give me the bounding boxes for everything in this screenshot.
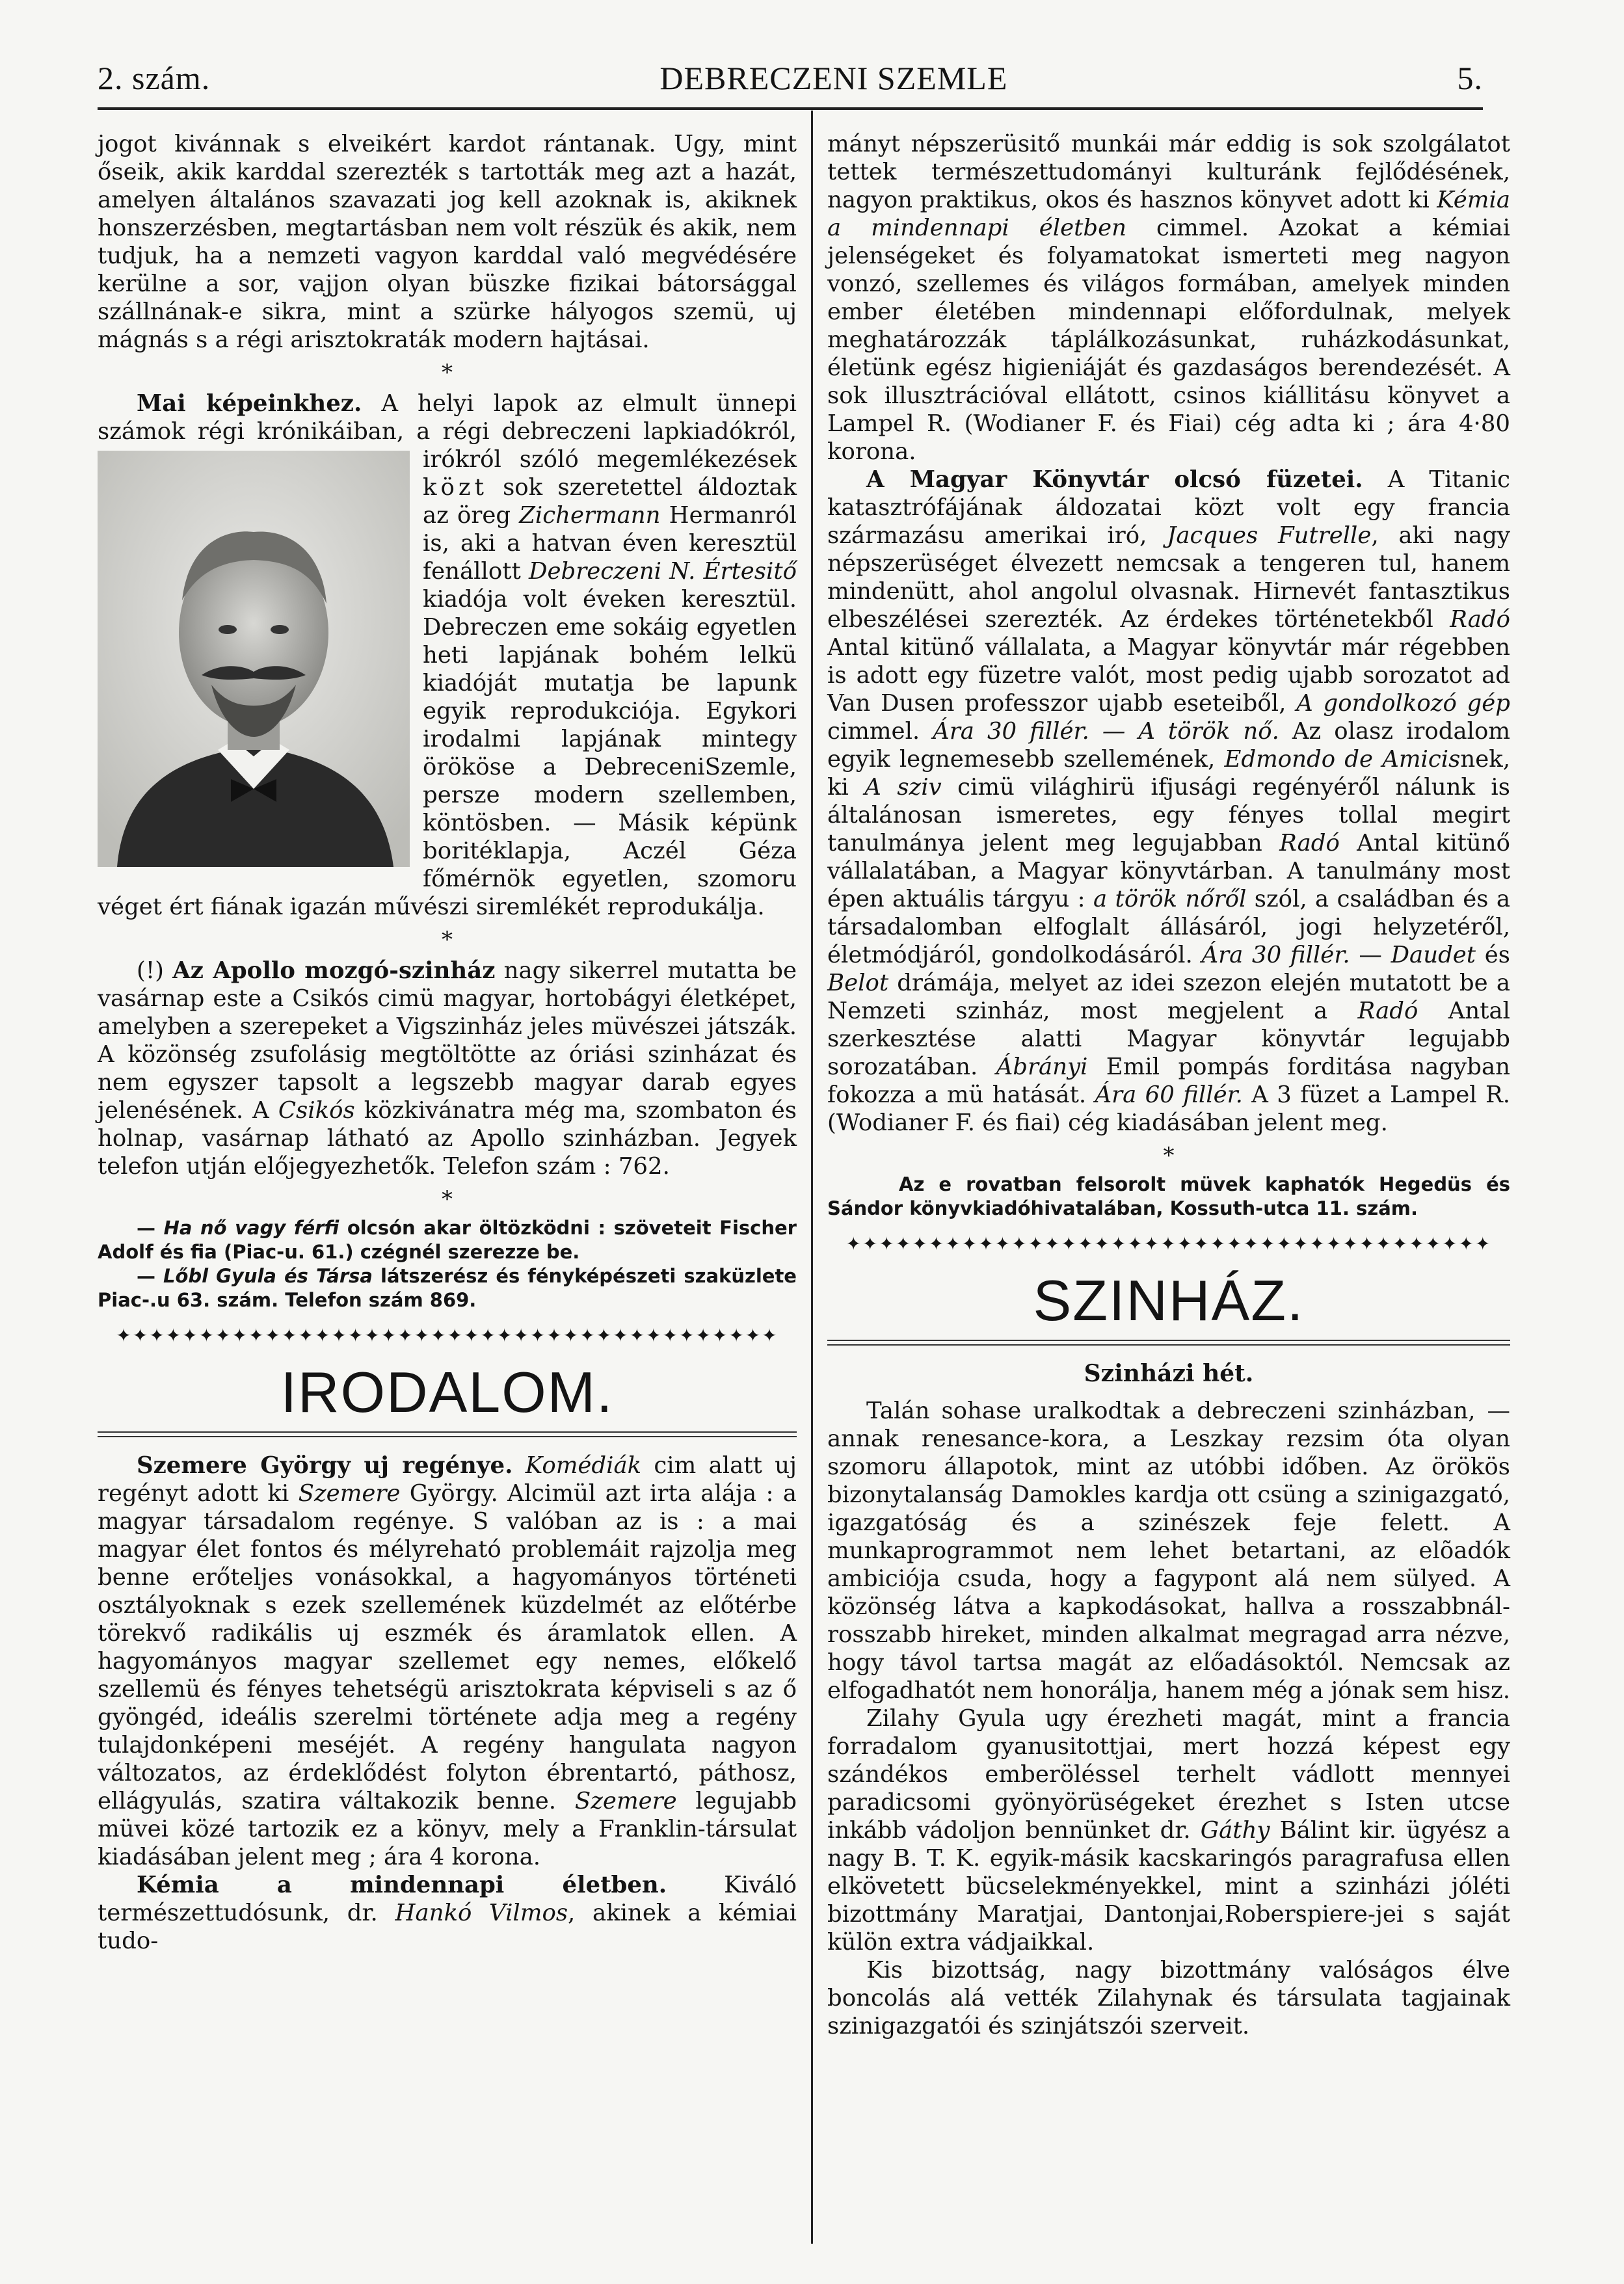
journal-title: DEBRECZENI SZEMLE: [659, 60, 1008, 96]
separator-star: *: [1163, 1143, 1175, 1169]
separator-star: *: [442, 927, 453, 953]
politics-paragraph: jogot kivánnak s elveikért kardot rántanak. Ugy, mint őseik, akik karddal szerezték s tartották meg azt a hazát, amelyen általános szavazati jog kell azoknak is, akiknek honszerzésben, megtartásban nem volt részük és akik, nem tudjuk, ha a nemzeti vagyon karddal való megvédésére kerülne a sor, vajjon olyan büszke fizikai bátorsággal szállnának-e sikra, mint a szürke hályogos szemü, uj mágnás s a régi arisztokraták modern hajtásai.: [98, 131, 797, 353]
header-rule: [98, 107, 1483, 110]
subheading-szinhazi-het: Szinházi hét.: [1084, 1360, 1254, 1387]
section-title-irodalom: IRODALOM.: [280, 1360, 614, 1424]
section-rule: [827, 1340, 1510, 1346]
portrait-image: [98, 451, 410, 867]
portrait-photo: [98, 451, 410, 867]
availability-note: Az e rovatban felsorolt müvek kaphatók Hegedüs és Sándor könyvkiadóhivatalában, Kossuth-utca 11. szám.: [827, 1173, 1510, 1219]
separator-star: *: [442, 360, 453, 386]
apollo-article: (!) Az Apollo mozgó-szinház nagy sikerrel mutatta be vasárnap este a Csikós cimü magyar, hortobágyi életképet, amelyben a szerepeket a Vigszinház jeles müvészei játszák. A közönség zsufolásig megtöltötte az óriási szinházat és nem egyszer tapsolt a legszebb magyar darab egyes jelenésének. A Csikós közkivánatra még ma, szombaton és holnap, vasárnap látható az Apollo szinházban. Jegyek telefon utján előjegyezhetők. Telefon szám : 762.: [98, 957, 797, 1180]
szemere-article: Szemere György uj regénye. Komédiák cim alatt uj regényt adott ki Szemere György. Alcimül azt irta alája : a magyar társadalom regénye. S valóban az is : a mai magyar élet fontos és mélyreható problemáit rajzolja meg benne erőteljes vonásokkal, a hagyományos történeti osztályoknak s ezek szellemének küzdelmét az előtérbe törekvő radikális uj eszmék és áramlatok ellen. A hagyományos magyar szellemet egy nemes, előkelő szellemü és fényes tehetségü arisztokrata képviseli s az ő gyöngéd, ideális szerelmi története adja meg a regény tulajdonképeni meséjét. A regény hangulata nagyon változatos, az érdeklődést folyton ébrentartó, páthosz, ellágyulás, szatira váltakozik benne. Szemere legujabb müvei közé tartozik ez a könyv, mely a Franklin-társulat kiadásában jelent meg ; ára 4 korona.: [98, 1452, 797, 1870]
theater-paragraph-2: Zilahy Gyula ugy érezheti magát, mint a francia forradalom gyanusitottjai, mert hozzá képest egy szándékos emberöléssel terhelt vádlott mennyei paradicsomi gyönyörüségeket érezhet s Isten utcse inkább vádoljon bennünket dr. Gáthy Bálint kir. ügyész a nagy B. T. K. egyik-másik kacskaringós paragrafusa ellen elkövetett bücselekményekkel, mint a szinházi jóléti bizottmány Maratjai, Dantonjai,Roberspiere-jei s saját külön extra vádjaikkal.: [827, 1705, 1511, 1956]
article-lead: Kémia a mindennapi életben.: [137, 1872, 667, 1898]
section-rule: [98, 1431, 797, 1437]
theater-paragraph-3: Kis bizottság, nagy bizottmány valóságos élve boncolás alá vették Zilahynak és társulata tagjainak szinigazgatói és szinjátszói szerveit.: [827, 1957, 1510, 2039]
column-divider: [811, 111, 813, 2244]
article-lead: A Magyar Könyvtár olcsó füzetei.: [866, 466, 1363, 493]
page-header: [98, 52, 1483, 104]
kemia-article-continued: mányt népszerüsitő munkái már eddig is sok szolgálatot tettek természettudományi kulturánk fejlődésének, nagyon praktikus, okos és hasznos könyvet adott ki Kémia a mindennapi életben cimmel. Azokat a kémiai jelenségeket és folyamatokat ismerteti meg nagyon vonzó, szellemes és világos formában, amelyek minden ember életében mindennapi előfordulnak, melyek meghatározzák táplálkozásunkat, ruházkodásunkat, életünk egész higieniáját és gazdaságos berendezését. A sok illusztrációval ellátott, csinos kiállitásu könyvet a Lampel R. (Wodianer F. és Fiai) cég adta ki ; ára 4·80 korona.: [827, 131, 1510, 465]
advert-fischer: — Ha nő vagy férfi olcsón akar öltözködni : szöveteit Fischer Adolf és fia (Piac-u. 61.) czégnél szerezze be.: [98, 1217, 797, 1263]
advert-lobl: — Lőbl Gyula és Társa látszerész és fényképészeti szaküzlete Piac-.u 63. szám. Telefon szám 869.: [98, 1265, 797, 1311]
mai-kepeinkhez-article: Mai képeinkhez. A helyi lapok az elmult ünnepi számok régi krónikáiban, a régi debreczeni lapkiadókról, irókról szóló megemlékezések közt sok szeretettel áldoztak az öreg Zichermann Hermanról is, aki a hatvan éven keresztül fenállott Debreczeni N. Értesitő kiadója volt éveken keresztül. Debreczen eme sokáig egyetlen heti lapjának bohém lelkü kiadóját mutatja be lapunk egyik reprodukciója. Egykori irodalmi lapjának mintegy örököse a DebreceniSzemle, persze modern szellemben, köntösben. — Másik képünk boritéklapja, Aczél Géza főmérnök egyetlen, szomoru véget ért fiának igazán művészi siremlékét reprodukálja.: [98, 390, 797, 920]
ornament-rule: ✦✦✦✦✦✦✦✦✦✦✦✦✦✦✦✦✦✦✦✦✦✦✦✦✦✦✦✦✦✦✦✦✦✦✦✦✦✦✦: [845, 1233, 1492, 1255]
article-lead: Szemere György uj regénye.: [137, 1452, 513, 1479]
theater-paragraph-1: Talán sohase uralkodtak a debreczeni szinházban, — annak renesance-kora, a Leszkay rezsim óta olyan szomoru állapotok, mint az utóbbi időben. Az örökös bizonytalanság Damokles kardja ott csüng a szinigazgató, igazgatóság és a szinészek feje felett. A munkaprogrammot nem lehet betartani, az elõadók ambiciója csuda, hogy a fagypont alá nem sülyed. A közönség látva a kapkodásokat, hallva a rosszabbnál-rosszabb hireket, minden alkalmat megragad arra nézve, hogy távol tartsa magát az előadásoktól. Nemcsak az elfogadhatót nem honorálja, hanem még a jónak sem hisz.: [827, 1398, 1511, 1704]
konyvtar-article: A Magyar Könyvtár olcsó füzetei. A Titanic katasztrófájának áldozatai közt volt egy francia származásu amerikai iró, Jacques Futrelle, aki nagy népszerüséget élvezett nemcsak a tengeren tul, hanem mindenütt, ahol angolul olvasnak. Hirnevét fantasztikus elbeszélései szerezték. Az érdekes történetekből Radó Antal kitünő vállalata, a Magyar könyvtár már régebben is adott egy füzetre valót, most pedig ujabb sorozatot ad Van Dusen professzor ujabb eseteiből, A gondolkozó gép cimmel. Ára 30 fillér. — A török nő. Az olasz irodalom egyik legnemesebb szellemének, Edmondo de Amicisnek, ki A sziv cimü világhirü ifjusági regényéről nálunk is általánosan ismeretes, egy fényes tollal megirt tanulmánya jelent meg legujabban Radó Antal kitünő vállalatában, a Magyar könyvtárban. A tanulmány most épen aktuális tárgyu : a török nőről szól, a családban és a társadalomban elfoglalt állásáról, jogi helyzetéről, életmódjáról, gondolkodásáról. Ára 30 fillér. — Daudet és Belot drámája, melyet az idei szezon elején mutatott be a Nemzeti szinház, most megjelent a Radó Antal szerkesztése alatti Magyar könyvtár legujabb sorozatában. Ábrányi Emil pompás forditása nagyban fokozza a mü hatását. Ára 60 fillér. A 3 füzet a Lampel R. (Wodianer F. és fiai) cég kiadásában jelent meg.: [827, 466, 1511, 1136]
kemia-article: Kémia a mindennapi életben. Kiváló természettudósunk, dr. Hankó Vilmos, akinek a kémiai tudo-: [98, 1872, 797, 1954]
right-column: [827, 130, 1510, 2040]
ornament-rule: ✦✦✦✦✦✦✦✦✦✦✦✦✦✦✦✦✦✦✦✦✦✦✦✦✦✦✦✦✦✦✦✦✦✦✦✦✦✦✦✦: [116, 1325, 779, 1346]
article-lead: Az Apollo mozgó-szinház: [172, 957, 496, 984]
issue-number: 2. szám.: [98, 60, 211, 96]
section-title-szinhaz: SZINHÁZ.: [1033, 1268, 1305, 1333]
separator-star: *: [442, 1186, 453, 1212]
left-column: [98, 130, 797, 1955]
page-number: 5.: [1457, 60, 1483, 96]
article-lead: Mai képeinkhez.: [137, 390, 362, 417]
